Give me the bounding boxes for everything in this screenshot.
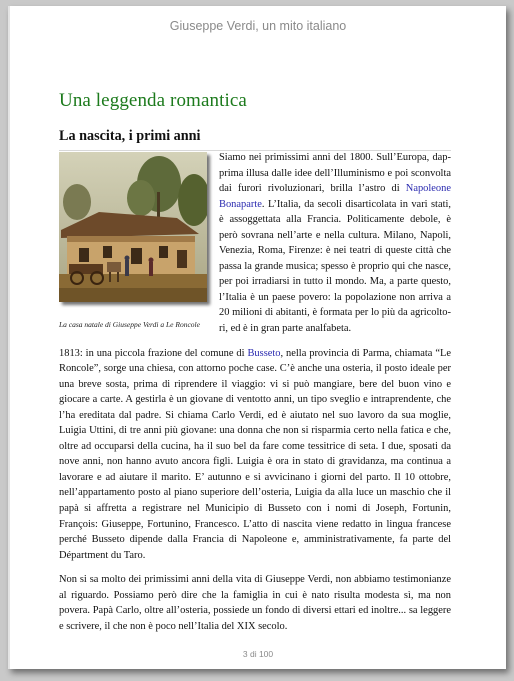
napoleone-link[interactable]: Napoleone Bonaparte xyxy=(219,183,451,210)
page-indicator: 3 di 100 xyxy=(242,649,274,659)
body-text xyxy=(59,150,451,634)
figure xyxy=(59,152,209,330)
running-header: Giuseppe Verdi, un mito italiano xyxy=(169,19,347,33)
paragraph-1-text-b: . L’Italia, da secoli disarticolata in vari stati, è assoggettata alla Francia. Politicamente debole, è però sovrana nell’arte e nella cultura. Milano, Napoli, Venezia, Roma, Firenze: è nei teatri di queste città che passa la grande musica; spesso è proprio qui che nasce, per poi irradiarsi in tutto il mondo. Ma, a parte questo, l’Italia è un paese povero: la popolazione non arriva a 20 milioni di abitanti, è formata per lo più da agricoltori, ed è in gran parte analfabeta. xyxy=(219,198,451,335)
paragraph-2-text-a: 1813: in una piccola frazione del comune di xyxy=(59,347,248,359)
section-title: La nascita, i primi anni xyxy=(59,128,451,151)
paragraph-1-text-a: Siamo nei primissimi anni del 1800. Sull’Europa, dapprima illusa dalle idee dell’Illuminismo e poi sconvolta dai furori rivoluzionari, brilla l’astro di xyxy=(219,152,451,195)
paragraph-2-text-b: , nella provincia di Parma, chiamata “Le Roncole”, sorge una chiesa, con attorno poche case. C’è anche una osteria, il posto ideale per una breve sosta, prima di riprendere il viaggio: vi si può mangiare, bere del buon vino e giocare a carte. A gestirla è un giovane di ventotto anni, un tipo sveglio e intraprendente, che l’ha ereditata dal padre. Si chiama Carlo Verdi, ed è aiutato nel suo lavoro da sua moglie, Luigia Uttini, di tre anni più giovane: una donna che non si risparmia certo nella fatica e che, oltre ad occuparsi della cucina, ha il suo bel da fare come tessitrice di seta. I due, sposati da nove anni, non hanno avuto ancora figli. Luigia è ora in stato di gravidanza, ma continua a lavorare e ad aiutare il marito. E’ autunno e si avvicinano i giorni del parto. Il 10 ottobre, nell’appartamento posto al piano superiore dell’osteria, Luigia da alla luce un maschio che il papà si affretta a registrare nel Municipio di Busseto con i nomi di Joseph, Fortunin, François: Giuseppe, Fortunino, Francesco. L’atto di nascita viene redatto in lingua francese perché Busseto dipende dalla Francia di Napoleone e, amministrativamente, fa parte del Départment du Taro. xyxy=(59,347,451,561)
busseto-link[interactable]: Busseto xyxy=(247,347,281,359)
chapter-title: Una leggenda romantica xyxy=(59,90,247,111)
house-photo xyxy=(59,152,207,302)
figure-caption: La casa natale di Giuseppe Verdi a Le Roncole xyxy=(59,320,200,329)
paragraph-2 xyxy=(59,346,451,564)
paragraph-3: Non si sa molto dei primissimi anni della vita di Giuseppe Verdi, non abbiamo testimonianze al riguardo. Possiamo però dire che la famiglia in cui è nato risulta modesta sì, ma non povera. Papà Carlo, oltre all’osteria, possiede un fondo di diversi ettari ed inoltre... sa leggere e scrivere, il che non è poco nell’Italia del XIX secolo. xyxy=(59,574,451,632)
book-page xyxy=(8,6,506,669)
